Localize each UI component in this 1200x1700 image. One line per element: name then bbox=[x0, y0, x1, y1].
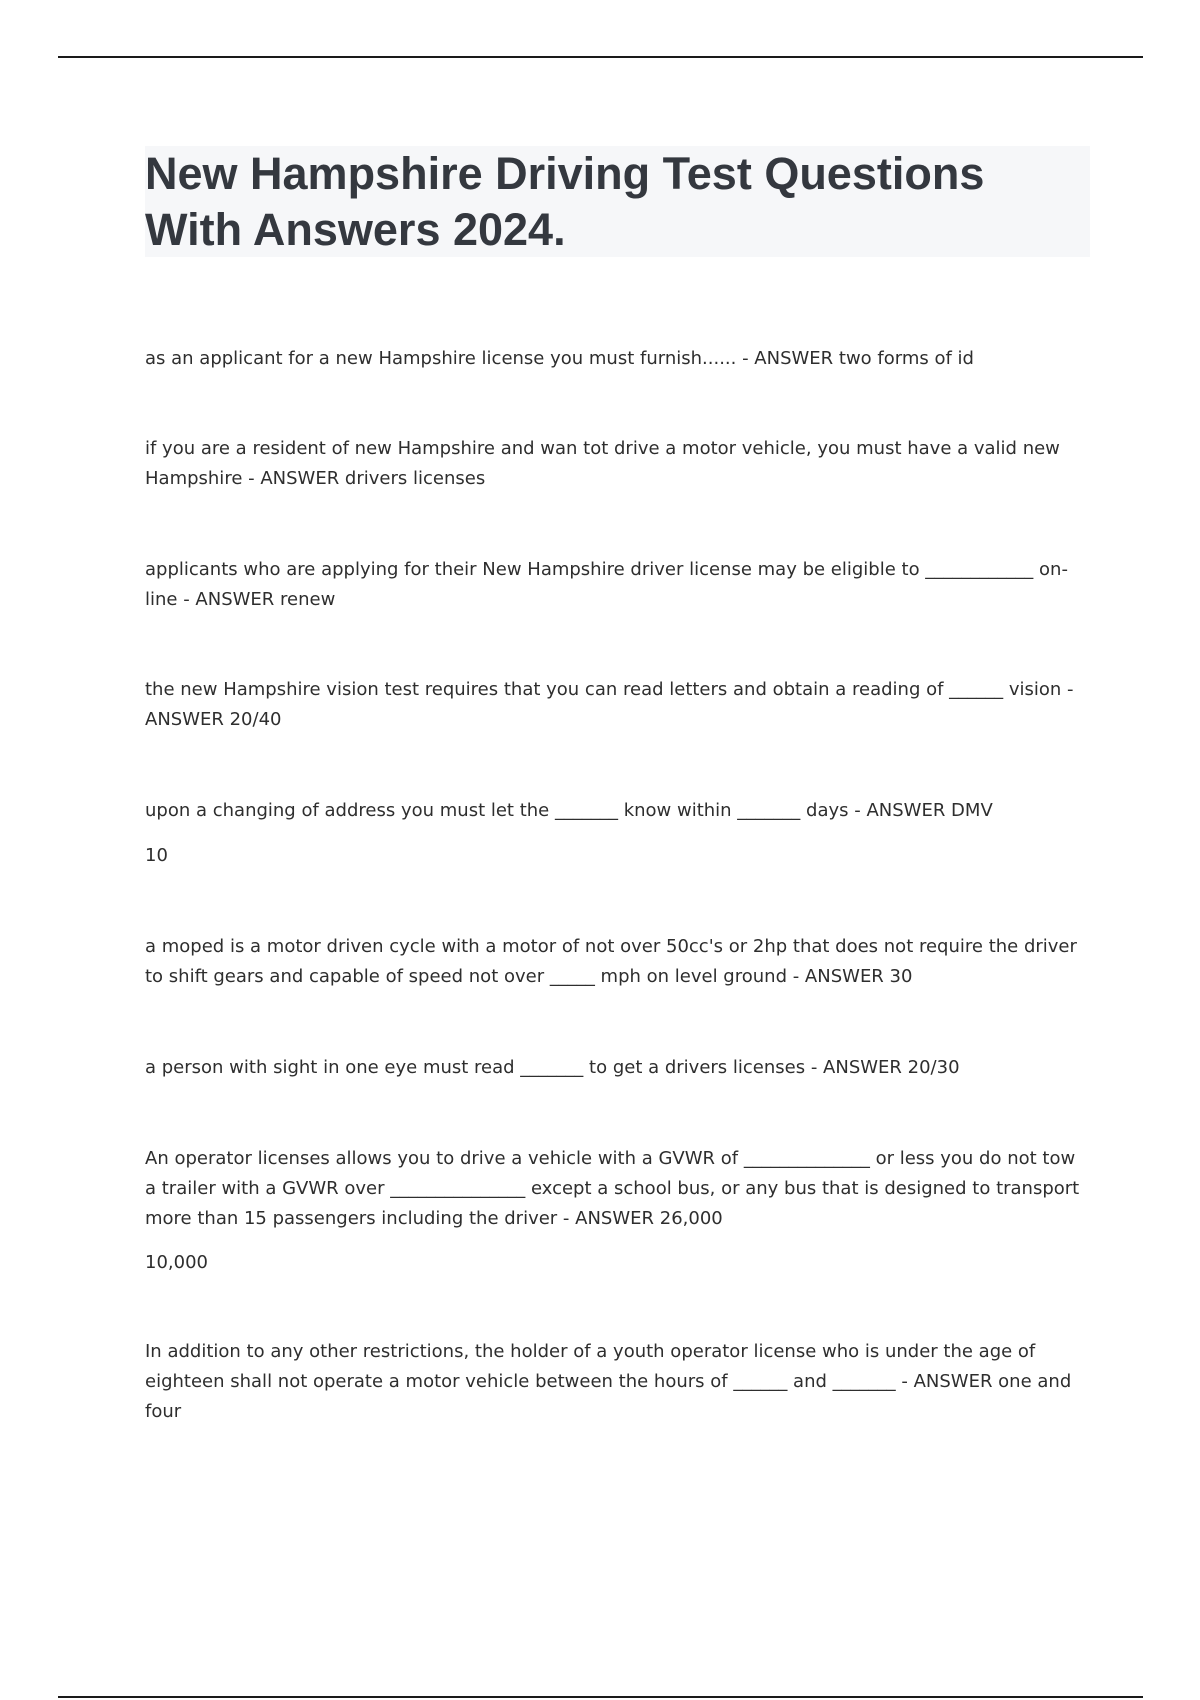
title-block bbox=[145, 146, 1090, 257]
qa-item-7 bbox=[145, 1053, 1090, 1083]
qa-item-9 bbox=[145, 1337, 1090, 1427]
qa-item-5-extra: 10 bbox=[145, 845, 168, 866]
top-rule bbox=[58, 56, 1143, 58]
qa-text: a moped is a motor driven cycle with a motor of not over 50cc's or 2hp that does not require the driver to shift gears and capable of speed not over _____ mph on level ground - ANSWER 30 bbox=[145, 936, 1077, 987]
qa-item-2 bbox=[145, 434, 1090, 494]
qa-text: if you are a resident of new Hampshire and wan tot drive a motor vehicle, you must have a valid new Hampshire - ANSWER drivers licenses bbox=[145, 438, 1060, 489]
document-title bbox=[145, 146, 1090, 258]
qa-text: the new Hampshire vision test requires that you can read letters and obtain a reading of ______ vision - ANSWER 20/40 bbox=[145, 679, 1074, 730]
qa-item-8-extra: 10,000 bbox=[145, 1252, 208, 1273]
qa-item-6 bbox=[145, 932, 1090, 992]
bottom-rule bbox=[58, 1696, 1143, 1698]
qa-text: a person with sight in one eye must read _______ to get a drivers licenses - ANSWER 20/30 bbox=[145, 1057, 960, 1078]
qa-item-1 bbox=[145, 344, 1090, 374]
qa-text: as an applicant for a new Hampshire license you must furnish...... - ANSWER two forms of id bbox=[145, 348, 974, 369]
title-line-2: With Answers 2024. bbox=[145, 204, 566, 255]
qa-item-3 bbox=[145, 555, 1090, 615]
title-line-1: New Hampshire Driving Test Questions bbox=[145, 148, 985, 199]
qa-item-4 bbox=[145, 675, 1090, 735]
qa-item-5 bbox=[145, 796, 1090, 826]
qa-item-8 bbox=[145, 1144, 1090, 1234]
qa-text: An operator licenses allows you to drive a vehicle with a GVWR of ______________ or less you do not tow a trailer with a GVWR over _______________ except a school bus, or any bus that is designed to transport more than 15 passengers including the driver - ANSWER 26,000 bbox=[145, 1148, 1080, 1229]
qa-text: upon a changing of address you must let the _______ know within _______ days - ANSWER DMV bbox=[145, 800, 993, 821]
qa-text: applicants who are applying for their New Hampshire driver license may be eligible to ____________ on-line - ANSWER renew bbox=[145, 559, 1068, 610]
qa-text: In addition to any other restrictions, the holder of a youth operator license who is under the age of eighteen shall not operate a motor vehicle between the hours of ______ and _______ - ANSWER one and four bbox=[145, 1341, 1072, 1422]
